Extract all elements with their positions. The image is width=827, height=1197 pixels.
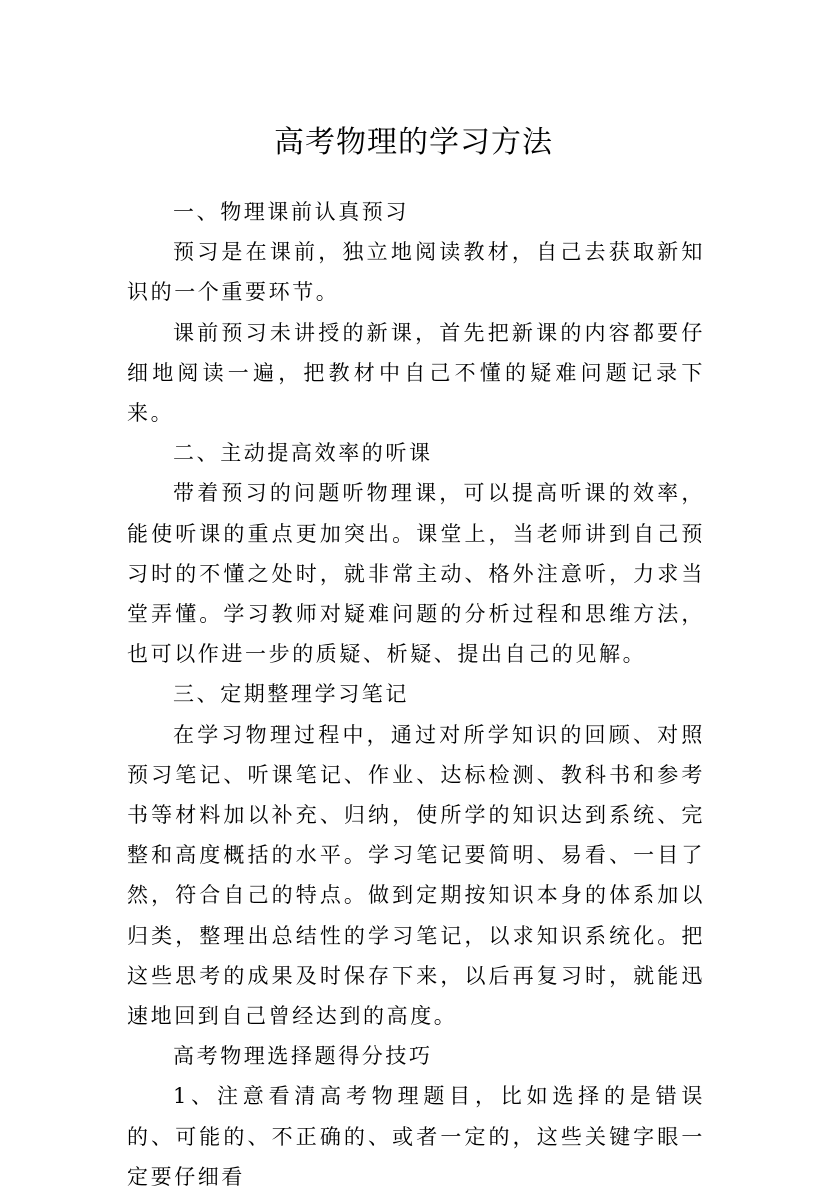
document-title: 高考物理的学习方法 <box>274 125 553 161</box>
section-heading-notes: 三、定期整理学习笔记 <box>173 682 409 707</box>
document-body <box>127 192 705 1197</box>
section-heading-preview: 一、物理课前认真预习 <box>173 200 409 224</box>
paragraph: 课前预习未讲授的新课，首先把新课的内容都要仔细地阅读一遍，把教材中自己不懂的疑难问题记录下来。 <box>127 320 705 426</box>
paragraph: 在学习物理过程中，通过对所学知识的回顾、对照预习笔记、听课笔记、作业、达标检测、教科书和参考书等材料加以补充、归纳，使所学的知识达到系统、完整和高度概括的水平。学习笔记要简明、易看、一目了然，符合自己的特点。做到定期按知识本身的体系加以归类，整理出总结性的学习笔记，以求知识系统化。把这些思考的成果及时保存下来，以后再复习时，就能迅速地回到自己曾经达到的高度。 <box>127 722 705 1029</box>
paragraph: 带着预习的问题听物理课，可以提高听课的效率，能使听课的重点更加突出。课堂上，当老师讲到自己预习时的不懂之处时，就非常主动、格外注意听，力求当堂弄懂。学习教师对疑难问题的分析过程和思维方法，也可以作进一步的质疑、析疑、提出自己的见解。 <box>127 481 705 667</box>
section-heading-listening: 二、主动提高效率的听课 <box>173 441 433 466</box>
section-heading-choice-tips: 高考物理选择题得分技巧 <box>173 1044 433 1069</box>
paragraph: 预习是在课前，独立地阅读教材，自己去获取新知识的一个重要环节。 <box>127 240 705 305</box>
paragraph: 1、注意看清高考物理题目，比如选择的是错误的、可能的、不正确的、或者一定的，这些关键字眼一定要仔细看 <box>127 1084 705 1189</box>
